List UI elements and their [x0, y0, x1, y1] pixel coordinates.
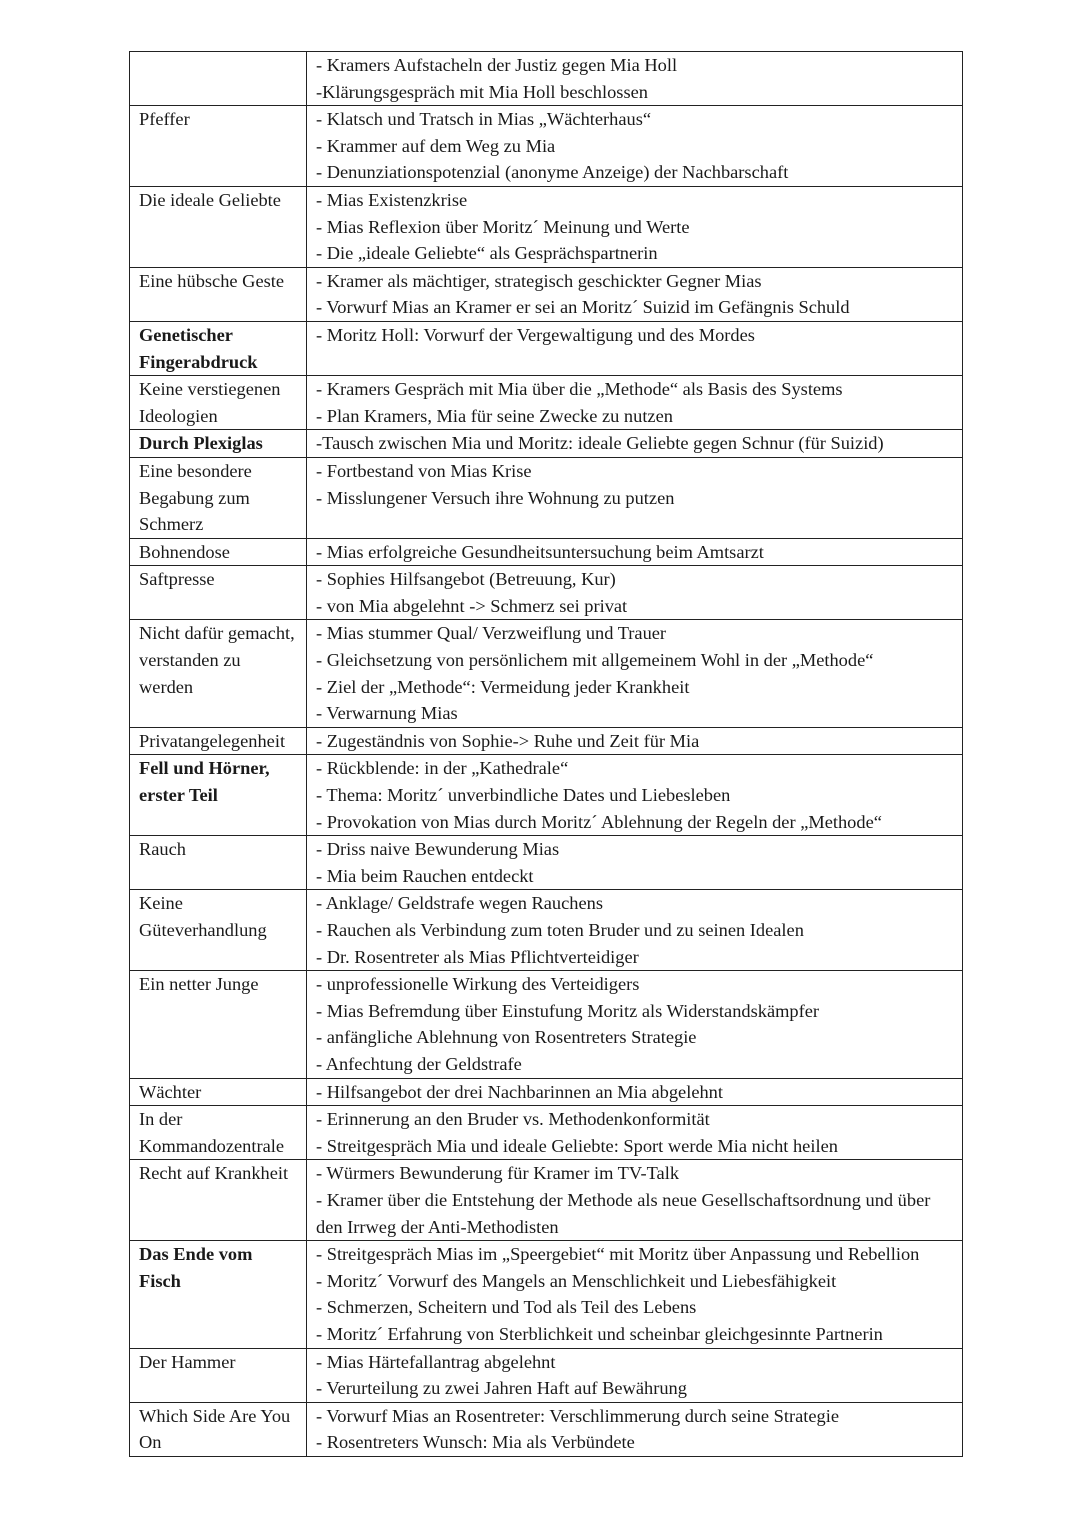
content-line: - Erinnerung an den Bruder vs. Methodenkonformität — [316, 1109, 710, 1130]
content-line: - Streitgespräch Mias im „Speergebiet“ mit Moritz über Anpassung und Rebellion — [316, 1244, 920, 1265]
content-line: - Verurteilung zu zwei Jahren Haft auf Bewährung — [316, 1378, 687, 1399]
content-line: -Klärungsgespräch mit Mia Holl beschlossen — [316, 81, 648, 102]
content-line: - Würmers Bewunderung für Kramer im TV-Talk — [316, 1163, 680, 1184]
chapter-content-cell — [307, 620, 963, 727]
table-row — [130, 52, 963, 106]
table-row — [130, 321, 963, 375]
chapter-title-cell: Saftpresse — [130, 566, 307, 620]
chapter-title-cell: Keine Güteverhandlung — [130, 890, 307, 971]
chapter-title-cell: Die ideale Geliebte — [130, 186, 307, 267]
content-line: - Mias erfolgreiche Gesundheitsuntersuchung beim Amtsarzt — [316, 541, 764, 562]
chapter-content-cell — [307, 1241, 963, 1348]
chapter-content-cell — [307, 1078, 963, 1106]
chapter-title-cell — [130, 52, 307, 106]
content-line: - Klatsch und Tratsch in Mias „Wächterhaus“ — [316, 109, 652, 130]
table-row — [130, 1160, 963, 1241]
table-row — [130, 890, 963, 971]
content-line: - Provokation von Mias durch Moritz´ Ablehnung der Regeln der „Methode“ — [316, 811, 882, 832]
chapter-title-cell: Pfeffer — [130, 106, 307, 187]
chapter-title-cell: Durch Plexiglas — [130, 430, 307, 458]
content-line: - Moritz´ Vorwurf des Mangels an Menschlichkeit und Liebesfähigkeit — [316, 1270, 837, 1291]
chapter-title-cell: Recht auf Krankheit — [130, 1160, 307, 1241]
chapter-content-cell — [307, 186, 963, 267]
chapter-title-cell: Nicht dafür gemacht, verstanden zu werden — [130, 620, 307, 727]
content-line: - Fortbestand von Mias Krise — [316, 460, 532, 481]
chapter-title-cell: Ein netter Junge — [130, 971, 307, 1078]
table-row — [130, 836, 963, 890]
content-line: - Rückblende: in der „Kathedrale“ — [316, 758, 569, 779]
content-line: - Moritz Holl: Vorwurf der Vergewaltigung und des Mordes — [316, 324, 755, 345]
content-line: - Driss naive Bewunderung Mias — [316, 839, 560, 860]
content-line: - Hilfsangebot der drei Nachbarinnen an Mia abgelehnt — [316, 1081, 723, 1102]
chapter-content-cell — [307, 1160, 963, 1241]
chapter-content-cell — [307, 1402, 963, 1456]
table-row — [130, 1402, 963, 1456]
content-line: - unprofessionelle Wirkung des Verteidigers — [316, 974, 640, 995]
content-line: - Gleichsetzung von persönlichem mit allgemeinem Wohl in der „Methode“ — [316, 650, 874, 671]
chapter-title-cell: Rauch — [130, 836, 307, 890]
table-row — [130, 727, 963, 755]
chapter-title-cell: In der Kommandozentrale — [130, 1106, 307, 1160]
table-row — [130, 1348, 963, 1402]
content-line: - Denunziationspotenzial (anonyme Anzeige) der Nachbarschaft — [316, 162, 789, 183]
chapter-content-cell — [307, 727, 963, 755]
table-row — [130, 755, 963, 836]
content-line: - Mias stummer Qual/ Verzweiflung und Trauer — [316, 623, 667, 644]
chapter-content-cell — [307, 1348, 963, 1402]
chapter-content-cell — [307, 971, 963, 1078]
chapter-title-cell: Wächter — [130, 1078, 307, 1106]
table-row — [130, 620, 963, 727]
content-line: - Schmerzen, Scheitern und Tod als Teil des Lebens — [316, 1297, 697, 1318]
chapter-content-cell — [307, 538, 963, 566]
table-row — [130, 1078, 963, 1106]
content-line: - Moritz´ Erfahrung von Sterblichkeit und scheinbar gleichgesinnte Partnerin — [316, 1323, 883, 1344]
chapter-title-cell: Which Side Are You On — [130, 1402, 307, 1456]
table-row — [130, 430, 963, 458]
chapter-content-cell — [307, 890, 963, 971]
table-row — [130, 106, 963, 187]
chapter-title-cell: Genetischer Fingerabdruck — [130, 321, 307, 375]
table-row — [130, 538, 963, 566]
content-line: - Ziel der „Methode“: Vermeidung jeder Krankheit — [316, 676, 690, 697]
content-line: - Mias Härtefallantrag abgelehnt — [316, 1351, 556, 1372]
content-line: - Mia beim Rauchen entdeckt — [316, 865, 534, 886]
content-line: - anfängliche Ablehnung von Rosentreters Strategie — [316, 1027, 697, 1048]
content-line: - Plan Kramers, Mia für seine Zwecke zu nutzen — [316, 405, 673, 426]
content-line: - Mias Existenzkrise — [316, 189, 468, 210]
chapter-content-cell — [307, 566, 963, 620]
content-line: - Zugeständnis von Sophie-> Ruhe und Zeit für Mia — [316, 730, 700, 751]
chapter-title-cell: Eine hübsche Geste — [130, 267, 307, 321]
chapter-content-cell — [307, 1106, 963, 1160]
content-line: - Dr. Rosentreter als Mias Pflichtverteidiger — [316, 946, 639, 967]
chapter-title-cell: Fell und Hörner, erster Teil — [130, 755, 307, 836]
content-line: - Rosentreters Wunsch: Mia als Verbündete — [316, 1432, 635, 1453]
chapter-summary-table — [129, 51, 963, 1457]
content-line: -Tausch zwischen Mia und Moritz: ideale Geliebte gegen Schnur (für Suizid) — [316, 433, 884, 454]
chapter-content-cell — [307, 52, 963, 106]
table-row — [130, 1106, 963, 1160]
content-line: - Mias Reflexion über Moritz´ Meinung und Werte — [316, 216, 690, 237]
content-line: - Rauchen als Verbindung zum toten Bruder und zu seinen Idealen — [316, 920, 804, 940]
table-row — [130, 267, 963, 321]
chapter-title-cell: Das Ende vom Fisch — [130, 1241, 307, 1348]
chapter-title-cell: Eine besondere Begabung zum Schmerz — [130, 457, 307, 538]
content-line: - Kramers Gespräch mit Mia über die „Methode“ als Basis des Systems — [316, 379, 843, 400]
content-line: - Vorwurf Mias an Rosentreter: Verschlimmerung durch seine Strategie — [316, 1405, 839, 1426]
chapter-content-cell — [307, 376, 963, 430]
content-line: - Thema: Moritz´ unverbindliche Dates und Liebesleben — [316, 785, 731, 806]
content-line: - Vorwurf Mias an Kramer er sei an Moritz´ Suizid im Gefängnis Schuld — [316, 297, 850, 318]
content-line: - Krammer auf dem Weg zu Mia — [316, 135, 556, 156]
table-row — [130, 186, 963, 267]
table-row — [130, 971, 963, 1078]
table-row — [130, 457, 963, 538]
chapter-title-cell: Der Hammer — [130, 1348, 307, 1402]
content-line: - Anfechtung der Geldstrafe — [316, 1053, 522, 1074]
content-line: - Mias Befremdung über Einstufung Moritz als Widerstandskämpfer — [316, 1000, 820, 1021]
table-row — [130, 1241, 963, 1348]
chapter-content-cell — [307, 321, 963, 375]
content-line: - Kramers Aufstacheln der Justiz gegen Mia Holl — [316, 55, 678, 75]
content-line: - Verwarnung Mias — [316, 703, 458, 724]
chapter-title-cell: Keine verstiegenen Ideologien — [130, 376, 307, 430]
content-line: - Streitgespräch Mia und ideale Geliebte: Sport werde Mia nicht heilen — [316, 1135, 838, 1156]
content-line: - Sophies Hilfsangebot (Betreuung, Kur) — [316, 569, 616, 590]
chapter-content-cell — [307, 836, 963, 890]
content-line: - Kramer als mächtiger, strategisch geschickter Gegner Mias — [316, 270, 762, 291]
chapter-title-cell: Privatangelegenheit — [130, 727, 307, 755]
chapter-content-cell — [307, 755, 963, 836]
table-row — [130, 376, 963, 430]
table-row — [130, 566, 963, 620]
chapter-content-cell — [307, 430, 963, 458]
content-line: - Die „ideale Geliebte“ als Gesprächspartnerin — [316, 243, 658, 264]
chapter-content-cell — [307, 267, 963, 321]
chapter-content-cell — [307, 457, 963, 538]
content-line: - Anklage/ Geldstrafe wegen Rauchens — [316, 893, 603, 914]
content-line: - Misslungener Versuch ihre Wohnung zu putzen — [316, 487, 675, 508]
chapter-title-cell: Bohnendose — [130, 538, 307, 566]
content-line: - Kramer über die Entstehung der Methode als neue Gesellschaftsordnung und über den Irrweg der Anti-Methodisten — [316, 1189, 931, 1237]
chapter-content-cell — [307, 106, 963, 187]
content-line: - von Mia abgelehnt -> Schmerz sei privat — [316, 595, 628, 616]
chapter-summary-body — [130, 52, 963, 1457]
